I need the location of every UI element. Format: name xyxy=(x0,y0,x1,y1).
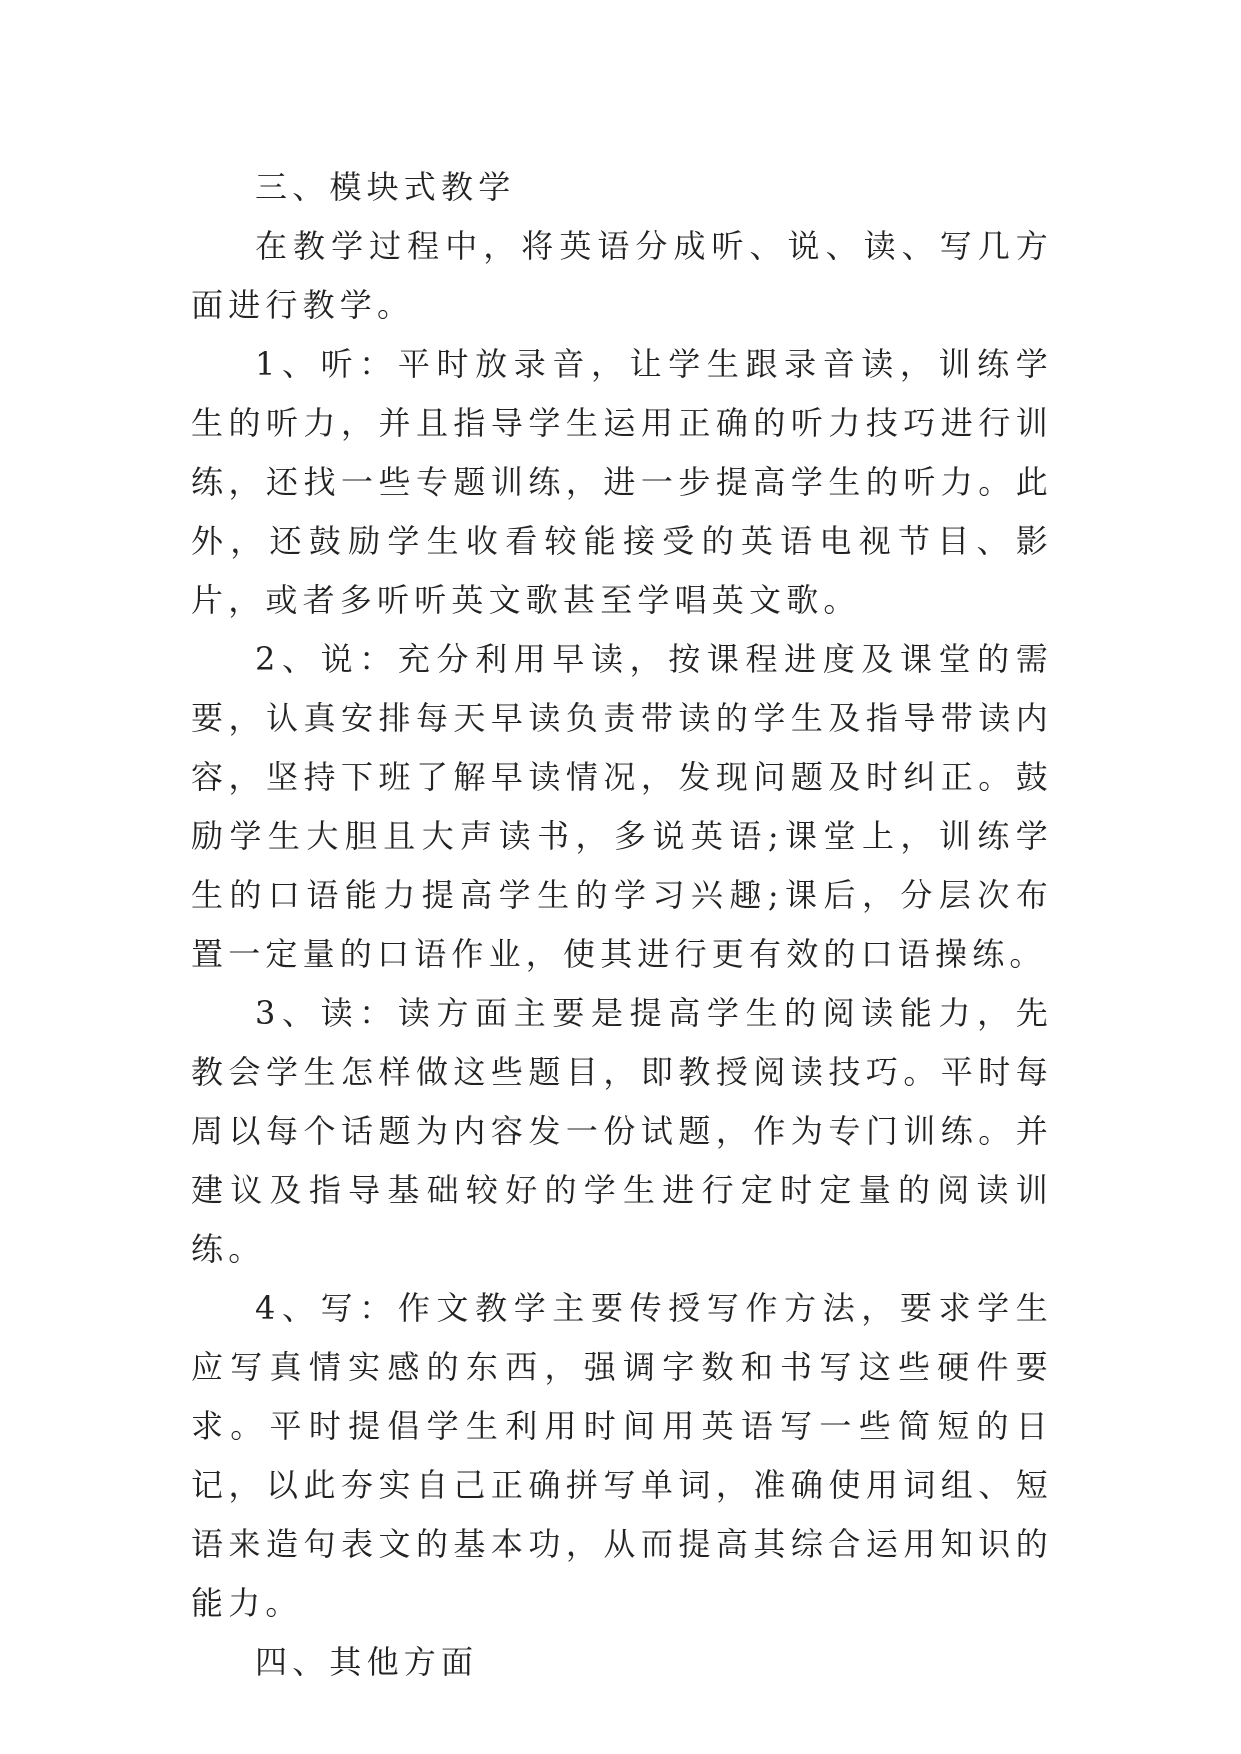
section-heading-other-aspects: 四、其他方面 xyxy=(255,1643,479,1681)
paragraph-writing: 4、写：作文教学主要传授写作方法，要求学生应写真情实感的东西，强调字数和书写这些硬件要求。平时提倡学生利用时间用英语写一些简短的日记，以此夯实自己正确拼写单词，准确使用词组、短语来造句表文的基本功，从而提高其综合运用知识的能力。 xyxy=(191,1289,1053,1622)
paragraph-reading: 3、读：读方面主要是提高学生的阅读能力，先教会学生怎样做这些题目，即教授阅读技巧。平时每周以每个话题为内容发一份试题，作为专门训练。并建议及指导基础较好的学生进行定时定量的阅读训练。 xyxy=(191,994,1053,1268)
paragraph-speaking: 2、说：充分利用早读，按课程进度及课堂的需要，认真安排每天早读负责带读的学生及指导带读内容，坚持下班了解早读情况，发现问题及时纠正。鼓励学生大胆且大声读书，多说英语;课堂上，训练学生的口语能力提高学生的学习兴趣;课后，分层次布置一定量的口语作业，使其进行更有效的口语操练。 xyxy=(191,640,1053,973)
document-body xyxy=(191,158,1053,1692)
paragraph-listening: 1、听：平时放录音，让学生跟录音读，训练学生的听力，并且指导学生运用正确的听力技巧进行训练，还找一些专题训练，进一步提高学生的听力。此外，还鼓励学生收看较能接受的英语电视节目、影片，或者多听听英文歌甚至学唱英文歌。 xyxy=(191,345,1053,619)
paragraph-intro: 在教学过程中，将英语分成听、说、读、写几方面进行教学。 xyxy=(191,227,1053,324)
section-heading-modular-teaching: 三、模块式教学 xyxy=(255,168,516,206)
